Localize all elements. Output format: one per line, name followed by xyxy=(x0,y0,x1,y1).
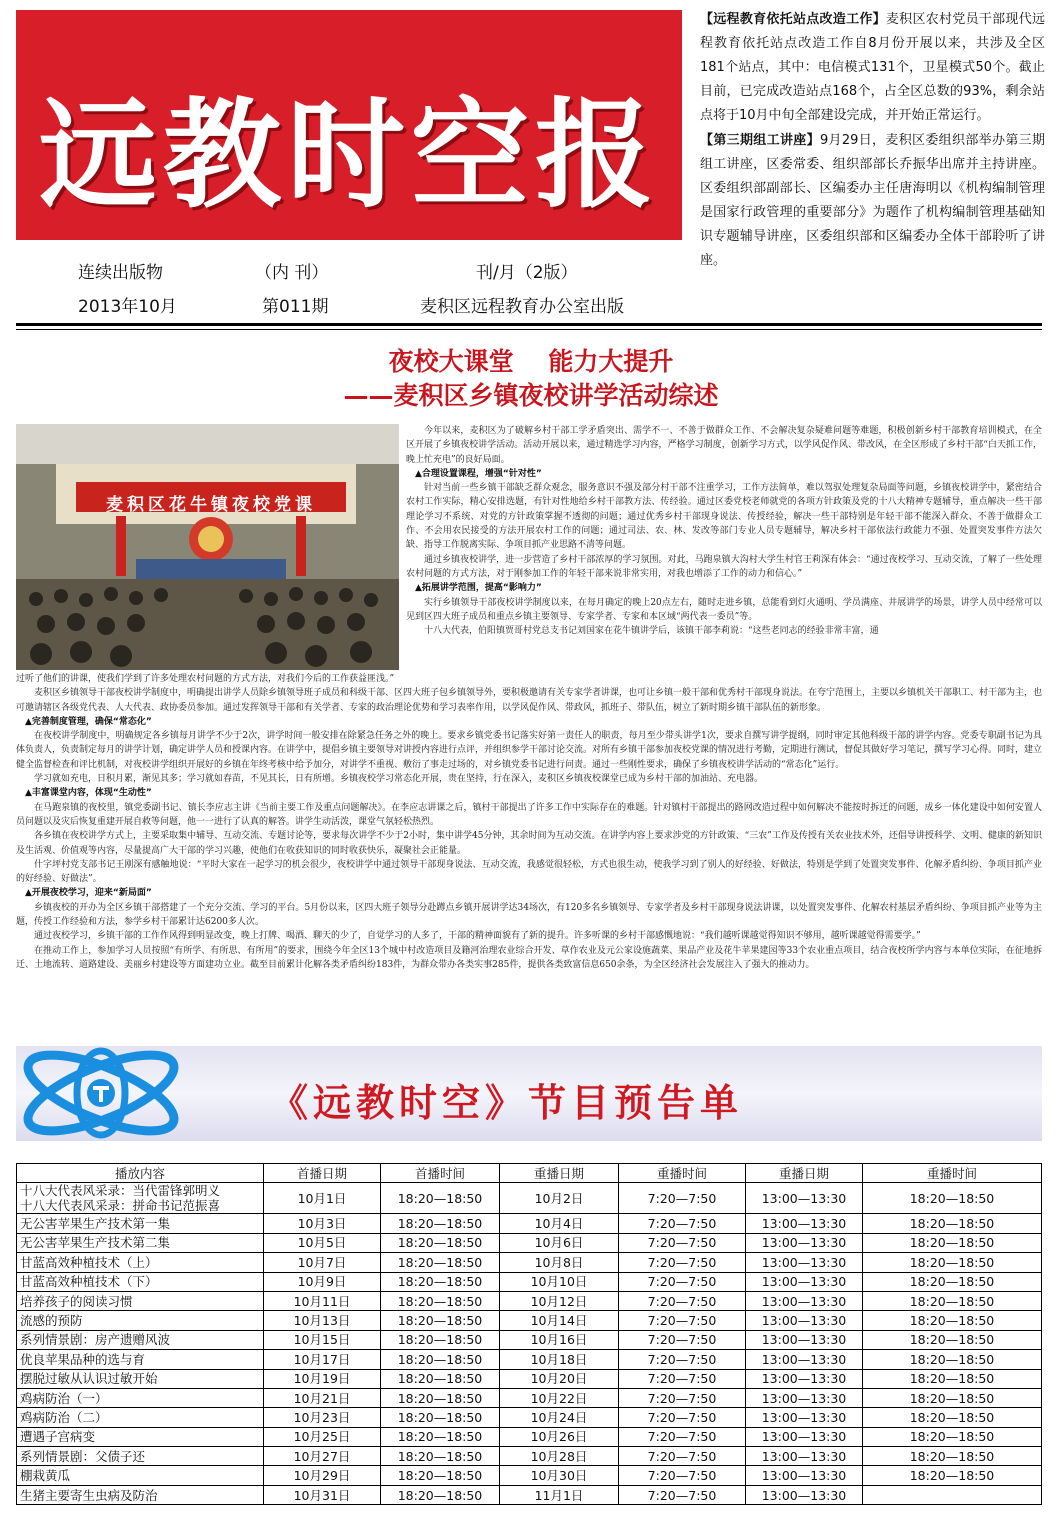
schedule-cell-d3: 13:00—13:30 xyxy=(746,1350,863,1369)
article-paragraph: 什字坪村党支部书记王刚深有感触地说：“平时大家在一起学习的机会很少，夜校讲学中通过领导干部现身说法、互动交流，我感觉很轻松，方式也很生动，使我学习到了别人的好经验、好做法，特别是学到了处置突发事件、化解矛盾纠纷、争项目抓产业的好经验、好做法”。 xyxy=(16,859,1042,885)
article-paragraph: 十八大代表，伯阳镇贾哥村党总支书记刘国家在花牛镇讲学后，该镇干部李莉说：“这些老同志的经验非常丰富，通 xyxy=(424,626,879,637)
schedule-cell-d2: 10月10日 xyxy=(500,1272,619,1291)
schedule-cell-d3: 13:00—13:30 xyxy=(746,1183,863,1214)
schedule-cell-d1: 10月11日 xyxy=(264,1291,381,1310)
program-title: 无公害苹果生产技术第一集 xyxy=(20,1216,171,1232)
schedule-cell-t3: 18:20—18:50 xyxy=(863,1253,1042,1272)
schedule-cell-t3: 18:20—18:50 xyxy=(863,1272,1042,1291)
schedule-cell-d2: 10月24日 xyxy=(500,1408,619,1427)
schedule-cell-t3: 18:20—18:50 xyxy=(863,1408,1042,1427)
program-title: 遭遇子宫病变 xyxy=(20,1429,96,1445)
schedule-cell-t2: 7:20—7:50 xyxy=(619,1233,746,1252)
table-row xyxy=(17,1350,1042,1369)
schedule-cell-t3: 18:20—18:50 xyxy=(863,1369,1042,1388)
schedule-cell-t2: 7:20—7:50 xyxy=(619,1183,746,1214)
schedule-cell-d3: 13:00—13:30 xyxy=(746,1466,863,1485)
schedule-cell-d2: 11月1日 xyxy=(500,1485,619,1504)
schedule-cell-d1: 10月31日 xyxy=(264,1485,381,1504)
news-tag: 【远程教育依托站点改造工作】 xyxy=(700,12,886,27)
article-paragraph: 通过夜校学习，乡镇干部的工作作风得到明显改变，晚上打牌、喝酒、聊天的少了，自觉学习的人多了，干部的精神面貌有了新的提升。许多听课的乡村干部感慨地说：“我们越听课越觉得知识不够用，越听课越觉得需要学。” xyxy=(34,931,921,942)
schedule-cell-d1: 10月21日 xyxy=(264,1388,381,1407)
column-header: 播放内容 xyxy=(17,1164,264,1183)
schedule-cell-d3: 13:00—13:30 xyxy=(746,1272,863,1291)
program-banner-title: 《远教时空》节目预告单 xyxy=(270,1081,744,1125)
news-item xyxy=(700,8,1045,128)
table-row xyxy=(17,1485,1042,1504)
schedule-cell-d2: 10月20日 xyxy=(500,1369,619,1388)
program-title: 生猪主要寄生虫病及防治 xyxy=(20,1487,158,1503)
masthead-banner xyxy=(16,10,682,240)
schedule-cell-d3: 13:00—13:30 xyxy=(746,1253,863,1272)
schedule-cell-t2: 7:20—7:50 xyxy=(619,1330,746,1349)
table-header-row xyxy=(17,1164,1042,1183)
schedule-cell-t2: 7:20—7:50 xyxy=(619,1291,746,1310)
schedule-cell-t3: 18:20—18:50 xyxy=(863,1233,1042,1252)
column-header: 重播时间 xyxy=(863,1164,1042,1183)
schedule-cell-t1: 18:20—18:50 xyxy=(381,1369,500,1388)
schedule-cell-t3: 18:20—18:50 xyxy=(863,1214,1042,1233)
program-title-cell xyxy=(17,1485,264,1504)
masthead-divider xyxy=(16,323,1042,326)
program-title-cell xyxy=(17,1330,264,1349)
schedule-cell-d1: 10月5日 xyxy=(264,1233,381,1252)
program-title: 十八大代表风采录：拼命书记范振喜 xyxy=(20,1198,221,1214)
schedule-cell-d3: 13:00—13:30 xyxy=(746,1214,863,1233)
schedule-cell-t2: 7:20—7:50 xyxy=(619,1272,746,1291)
article-subheading: ▲完善制度管理，确保“常态化” xyxy=(25,716,152,727)
schedule-cell-t1: 18:20—18:50 xyxy=(381,1466,500,1485)
article-subheadline: ——麦积区乡镇夜校讲学活动综述 xyxy=(343,381,719,410)
table-row xyxy=(17,1183,1042,1214)
program-title-cell xyxy=(17,1253,264,1272)
schedule-cell-d3: 13:00—13:30 xyxy=(746,1408,863,1427)
schedule-cell-d2: 10月4日 xyxy=(500,1214,619,1233)
column-header: 重播日期 xyxy=(746,1164,863,1183)
schedule-cell-t1: 18:20—18:50 xyxy=(381,1408,500,1427)
schedule-cell-t1: 18:20—18:50 xyxy=(381,1485,500,1504)
serial-label: 连续出版物 xyxy=(78,263,163,283)
schedule-cell-d3: 13:00—13:30 xyxy=(746,1369,863,1388)
article-headline: 夜校大课堂 能力大提升 xyxy=(388,347,674,376)
article-paragraph: 在马跑泉镇的夜校里，镇党委副书记、镇长李应志主讲《当前主要工作及重点问题解决》。在李应志讲课之后，镇村干部提出了许多工作中实际存在的难题。针对镇村干部提出的路网改造过程中如何解决不能按时拆迁的问题，成乡一体化建设中如何安置人员问题以及灾后恢复重建开展自救等问题，他一一进行了认真的解答。讲学生动活泼，课堂气氛轻松热烈。 xyxy=(16,802,1042,827)
column-header: 首播日期 xyxy=(264,1164,381,1183)
schedule-cell-t3: 18:20—18:50 xyxy=(863,1291,1042,1310)
program-title: 无公害苹果生产技术第二集 xyxy=(20,1235,171,1251)
article-paragraph: 实行乡镇领导干部夜校讲学制度以来，在每月确定的晚上20点左右，随时走进乡镇，总能看到灯火通明、学员满座、井展讲学的场景，讲学人员中经常可以见到区四大班子成员和重点乡镇主要领导、专家学者、专家和本区域“两代表一委员”等。 xyxy=(406,597,1042,622)
article-paragraph: 今年以来，麦积区为了破解乡村干部工学矛盾突出、需学不一、不善于做群众工作、不会解决复杂疑难问题等难题，积极创新乡村干部教育培训模式，在全区开展了乡镇夜校讲学活动。活动开展以来，通过精选学习内容，严格学习制度，创新学习方式，以学风促作风、带改风，在全区形成了乡村干部“白天抓工作，晚上忙充电”的良好局面。 xyxy=(406,426,1042,465)
schedule-cell-d1: 10月9日 xyxy=(264,1272,381,1291)
news-item xyxy=(700,129,1045,273)
schedule-cell-d1: 10月7日 xyxy=(264,1253,381,1272)
news-tag: 【第三期组工讲座】 xyxy=(700,133,820,148)
internal-label: （内 刊） xyxy=(255,263,329,283)
news-text: 麦积区农村党员干部现代远程教育依托站点改造工作自8月份开展以来，共涉及全区181个站点，其中：电信模式131个，卫星模式50个。截止目前，已完成改造站点168个，占全区总数的93%，剩余站点将于10月中旬全部建设完成，并开始正常运行。 xyxy=(700,12,1045,123)
schedule-cell-d2: 10月8日 xyxy=(500,1253,619,1272)
program-schedule-table xyxy=(16,1163,1042,1505)
program-title: 摆脱过敏从认识过敏开始 xyxy=(20,1371,158,1387)
schedule-cell-t3: 18:20—18:50 xyxy=(863,1350,1042,1369)
meeting-hall-illustration xyxy=(16,424,399,670)
issue-date: 2013年10月 xyxy=(78,297,177,317)
schedule-cell-t1: 18:20—18:50 xyxy=(381,1388,500,1407)
schedule-cell-d2: 10月30日 xyxy=(500,1466,619,1485)
article-photo xyxy=(16,424,399,670)
schedule-cell-t1: 18:20—18:50 xyxy=(381,1427,500,1446)
table-row xyxy=(17,1369,1042,1388)
schedule-cell-t2: 7:20—7:50 xyxy=(619,1408,746,1427)
program-title: 培养孩子的阅读习惯 xyxy=(20,1293,133,1309)
schedule-cell-d1: 10月13日 xyxy=(264,1311,381,1330)
article-paragraph: 在推动工作上，参加学习人员按照“有所学、有所思、有所用”的要求，围绕今年全区13个城中村改造项目及籍河治理农业综合开发、草作农业及元公家设施蔬菜、果品产业及花牛苹果建园等33个农业重点项目，结合夜校所学内容与本单位实际，在征地拆迁、土地流转、道路建设、美丽乡村建设等方面建功立业。截至目前累计化解各类矛盾纠纷183件，为群众带办各类实事285件，提供各类致富信息650余条，为全区经济社会发展注入了强大的推动力。 xyxy=(16,945,1042,970)
program-title-cell xyxy=(17,1350,264,1369)
program-title-cell xyxy=(17,1272,264,1291)
schedule-cell-t1: 18:20—18:50 xyxy=(381,1183,500,1214)
schedule-cell-t1: 18:20—18:50 xyxy=(381,1350,500,1369)
distance-education-logo-icon xyxy=(16,1046,186,1141)
schedule-cell-t3: 18:20—18:50 xyxy=(863,1311,1042,1330)
program-title-cell xyxy=(17,1447,264,1466)
article-paragraph: 学习就如充电，日积月累，渐见其多；学习就如春苗，不见其长，日有所增。乡镇夜校学习常态化开展，贵在坚持，行在深入，麦积区乡镇夜校课堂已成为乡村干部的加油站、充电器。 xyxy=(34,774,764,785)
schedule-cell-t1: 18:20—18:50 xyxy=(381,1214,500,1233)
schedule-cell-t2: 7:20—7:50 xyxy=(619,1253,746,1272)
program-title-cell xyxy=(17,1183,264,1214)
column-header: 重播时间 xyxy=(619,1164,746,1183)
schedule-cell-d3: 13:00—13:30 xyxy=(746,1330,863,1349)
schedule-cell-d1: 10月29日 xyxy=(264,1466,381,1485)
program-title-cell xyxy=(17,1233,264,1252)
program-title: 棚栽黄瓜 xyxy=(20,1468,71,1484)
schedule-cell-d3: 13:00—13:30 xyxy=(746,1311,863,1330)
article-paragraph: 乡镇夜校的开办为全区乡镇干部搭建了一个充分交流、学习的平台。5月份以来，区四大班子领导分赴蹲点乡镇开展讲学达34场次，有120多名乡镇领导、专家学者及乡村干部现身说法讲课，以处置突发事件、化解农村基层矛盾纠纷、争项目抓产业等为主题，传授工作经验和方法，参学乡村干部累计达6200多人次。 xyxy=(16,902,1042,928)
schedule-cell-d2: 10月12日 xyxy=(500,1291,619,1310)
column-header: 重播日期 xyxy=(500,1164,619,1183)
article-subheading: ▲拓展讲学范围，提高“影响力” xyxy=(415,583,542,594)
masthead-divider-thin xyxy=(16,329,1042,330)
program-title: 优良苹果品种的选与育 xyxy=(20,1351,146,1367)
schedule-cell-d1: 10月15日 xyxy=(264,1330,381,1349)
schedule-cell-d1: 10月1日 xyxy=(264,1183,381,1214)
program-title-cell xyxy=(17,1369,264,1388)
program-title-cell xyxy=(17,1466,264,1485)
article-side-column xyxy=(406,424,1042,670)
schedule-cell-d1: 10月25日 xyxy=(264,1427,381,1446)
schedule-cell-t1: 18:20—18:50 xyxy=(381,1311,500,1330)
schedule-cell-d2: 10月18日 xyxy=(500,1350,619,1369)
schedule-cell-t1: 18:20—18:50 xyxy=(381,1253,500,1272)
article-subheading: ▲开展夜校学习，迎来“新局面” xyxy=(25,888,152,899)
schedule-cell-d3: 13:00—13:30 xyxy=(746,1388,863,1407)
schedule-cell-t3: 18:20—18:50 xyxy=(863,1447,1042,1466)
program-title: 甘蓝高效种植技术（下） xyxy=(20,1274,158,1290)
schedule-cell-t1: 18:20—18:50 xyxy=(381,1233,500,1252)
frequency-label: 刊/月（2版） xyxy=(476,263,578,283)
schedule-cell-t3: 18:20—18:50 xyxy=(863,1466,1042,1485)
table-row xyxy=(17,1466,1042,1485)
program-title: 系列情景剧：父债子还 xyxy=(20,1448,146,1464)
program-title-cell xyxy=(17,1311,264,1330)
schedule-cell-d2: 10月16日 xyxy=(500,1330,619,1349)
schedule-cell-d2: 10月26日 xyxy=(500,1427,619,1446)
schedule-cell-t1: 18:20—18:50 xyxy=(381,1330,500,1349)
schedule-cell-t2: 7:20—7:50 xyxy=(619,1214,746,1233)
hall-banner-text: 麦积区花牛镇夜校党课 xyxy=(106,495,316,515)
schedule-cell-t2: 7:20—7:50 xyxy=(619,1311,746,1330)
article-paragraph: 针对当前一些乡镇干部缺乏群众观念，服务意识不强及部分村干部不注重学习，工作方法简单，难以驾驭处理复杂局面等问题，乡镇夜校讲学中，紧密结合农村工作实际，精心安排选题，有针对性地给乡村干部教方法、传经验。通过区委党校老师就党的各项方针政策及党的十八大精神专题辅导，重点解决一些干部理论学习不系统、对党的方针政策掌握不透彻的问题；通过优秀乡村干部现身说法、传授经验，解决一些干部特别是年轻干部不能深入群众、不善于做群众工作、不会用农民接受的方法开展农村工作的问题；通过司法、农、林、发改等部门专业人员专题辅导，解决乡村干部依法行政能力不强、处置突发事件方法欠缺、指导工作脱离实际、争项目抓产业思路不清等问题。 xyxy=(406,483,1042,551)
program-title-cell xyxy=(17,1214,264,1233)
schedule-cell-d2: 10月6日 xyxy=(500,1233,619,1252)
article-paragraph: 过听了他们的讲课，使我们学到了许多处理农村问题的方式方法，对我们今后的工作获益匪浅。” xyxy=(16,674,395,684)
table-row xyxy=(17,1427,1042,1446)
table-row xyxy=(17,1233,1042,1252)
program-title: 流感的预防 xyxy=(20,1313,83,1329)
schedule-cell-d2: 10月2日 xyxy=(500,1183,619,1214)
schedule-cell-t3 xyxy=(863,1485,1042,1504)
program-title-cell xyxy=(17,1408,264,1427)
schedule-cell-d1: 10月27日 xyxy=(264,1447,381,1466)
program-title-cell xyxy=(17,1291,264,1310)
schedule-cell-d3: 13:00—13:30 xyxy=(746,1233,863,1252)
news-brief-column xyxy=(700,8,1045,274)
program-title: 甘蓝高效种植技术（上） xyxy=(20,1254,158,1270)
table-row xyxy=(17,1214,1042,1233)
schedule-cell-d1: 10月19日 xyxy=(264,1369,381,1388)
program-title: 鸡病防治（一） xyxy=(20,1390,108,1406)
schedule-cell-t2: 7:20—7:50 xyxy=(619,1427,746,1446)
schedule-cell-t3: 18:20—18:50 xyxy=(863,1183,1042,1214)
schedule-cell-t1: 18:20—18:50 xyxy=(381,1272,500,1291)
article-paragraph: 在夜校讲学制度中，明确规定各乡镇每月讲学不少于2次，讲学时间一般安排在除紧急任务之外的晚上。要求乡镇党委书记落实好第一责任人的职责，每月至少带头讲学1次，要求自撰写讲学提纲，同时审定其他科级干部的讲学内容。党委专职副书记为具体负责人，负责制定每月的讲学计划，确定讲学人员和授课内容。在讲学中，提倡乡镇主要领导对讲授内容进行点评，并组织参学干部讨论交流。对所有乡镇干部参加夜校党课的情况进行考勤，定期进行测试，督促其做好学习笔记，撰写学习心得。同时，建立健全监督检查和评比机制，对夜校讲学组织开展好的乡镇在年终考核中给予加分，对讲学不重视、敷衍了事走过场的，对乡镇党委书记进行问责。通过一些刚性要求，确保了乡镇夜校讲学活动的“常态化”运行。 xyxy=(16,731,1042,770)
schedule-cell-t2: 7:20—7:50 xyxy=(619,1485,746,1504)
table-row xyxy=(17,1330,1042,1349)
schedule-cell-d3: 13:00—13:30 xyxy=(746,1485,863,1504)
article-subheading: ▲合理设置课程，增强“针对性” xyxy=(415,468,542,479)
table-row xyxy=(17,1447,1042,1466)
program-title: 十八大代表风采录：当代雷锋郭明义 xyxy=(20,1183,221,1199)
table-row xyxy=(17,1253,1042,1272)
schedule-cell-t2: 7:20—7:50 xyxy=(619,1350,746,1369)
news-text: 9月29日，麦积区委组织部举办第三期组工讲座，区委常委、组织部部长乔振华出席并主持讲座。区委组织部副部长、区编委办主任唐海明以《机构编制管理是国家行政管理的重要部分》为题作了机构编制管理基础知识专题辅导讲座，区委组织部和区编委办全体干部聆听了讲座。 xyxy=(700,133,1045,268)
schedule-cell-t3: 18:20—18:50 xyxy=(863,1388,1042,1407)
schedule-cell-t2: 7:20—7:50 xyxy=(619,1466,746,1485)
schedule-cell-t3: 18:20—18:50 xyxy=(863,1330,1042,1349)
schedule-cell-d3: 13:00—13:30 xyxy=(746,1291,863,1310)
program-title-cell xyxy=(17,1427,264,1446)
program-title: 系列情景剧：房产遗赠风波 xyxy=(20,1332,171,1348)
table-row xyxy=(17,1291,1042,1310)
article-paragraph: 通过乡镇夜校讲学，进一步营造了乡村干部浓厚的学习氛围。对此，马跑泉镇大沟村大学生村官王莉深有体会：“通过夜校学习、互动交流，了解了一些处理农村问题的方式方法，对于刚参加工作的年轻干部来说非常实用，对我也增添了工作的动力和信心。” xyxy=(406,554,1042,579)
schedule-cell-d2: 10月14日 xyxy=(500,1311,619,1330)
article-paragraph: 各乡镇在夜校讲学方式上，主要采取集中辅导、互动交流、专题讨论等，要求每次讲学不少于2小时，集中讲学45分钟，其余时间为互动交流。在讲学内容上要求涉党的方针政策、“三农”工作及传授有关农业技术外，还倡导讲授科学、文明、健康的新知识及生活观、价值观等内容，尽量提高广大干部的学习兴趣，使他们在收获知识的同时收获快乐，凝聚社会正能量。 xyxy=(16,831,1042,856)
schedule-cell-t1: 18:20—18:50 xyxy=(381,1447,500,1466)
schedule-cell-d1: 10月23日 xyxy=(264,1408,381,1427)
schedule-cell-d2: 10月28日 xyxy=(500,1447,619,1466)
issue-number: 第011期 xyxy=(262,297,329,317)
program-title: 鸡病防治（二） xyxy=(20,1409,108,1425)
schedule-cell-d3: 13:00—13:30 xyxy=(746,1427,863,1446)
table-row xyxy=(17,1272,1042,1291)
article-paragraph: 麦积区乡镇领导干部夜校讲学制度中，明确提出讲学人员除乡镇领导班子成员和科级干部、区四大班子包乡镇领导外，要积极邀请有关专家学者讲课，也可让乡镇一般干部和优秀村干部现身说法。在夸宁范围上，主要以乡镇机关干部职工、村干部为主，也可邀请辖区各级党代表、人大代表、政协委员参加。通过发挥领导干部和有关学者、专家的政治理论优势和学习表率作用，以学风促作风、带政风，抓班子、带队伍，树立了新时期乡镇干部队伍的新形象。 xyxy=(16,688,1042,713)
schedule-cell-d1: 10月17日 xyxy=(264,1350,381,1369)
program-title-cell xyxy=(17,1388,264,1407)
article-subheading: ▲丰富课堂内容，体现“生动性” xyxy=(25,788,152,799)
table-row xyxy=(17,1388,1042,1407)
schedule-cell-t1: 18:20—18:50 xyxy=(381,1291,500,1310)
schedule-cell-t2: 7:20—7:50 xyxy=(619,1447,746,1466)
schedule-cell-t3: 18:20—18:50 xyxy=(863,1427,1042,1446)
article-body xyxy=(16,672,1042,1038)
column-header: 首播时间 xyxy=(381,1164,500,1183)
schedule-cell-d2: 10月22日 xyxy=(500,1388,619,1407)
newspaper-title: 远教时空报 xyxy=(38,85,659,224)
table-row xyxy=(17,1408,1042,1427)
schedule-cell-t2: 7:20—7:50 xyxy=(619,1388,746,1407)
table-row xyxy=(17,1311,1042,1330)
schedule-cell-t2: 7:20—7:50 xyxy=(619,1369,746,1388)
schedule-cell-d1: 10月3日 xyxy=(264,1214,381,1233)
schedule-cell-d3: 13:00—13:30 xyxy=(746,1447,863,1466)
publisher: 麦积区远程教育办公室出版 xyxy=(420,297,624,317)
